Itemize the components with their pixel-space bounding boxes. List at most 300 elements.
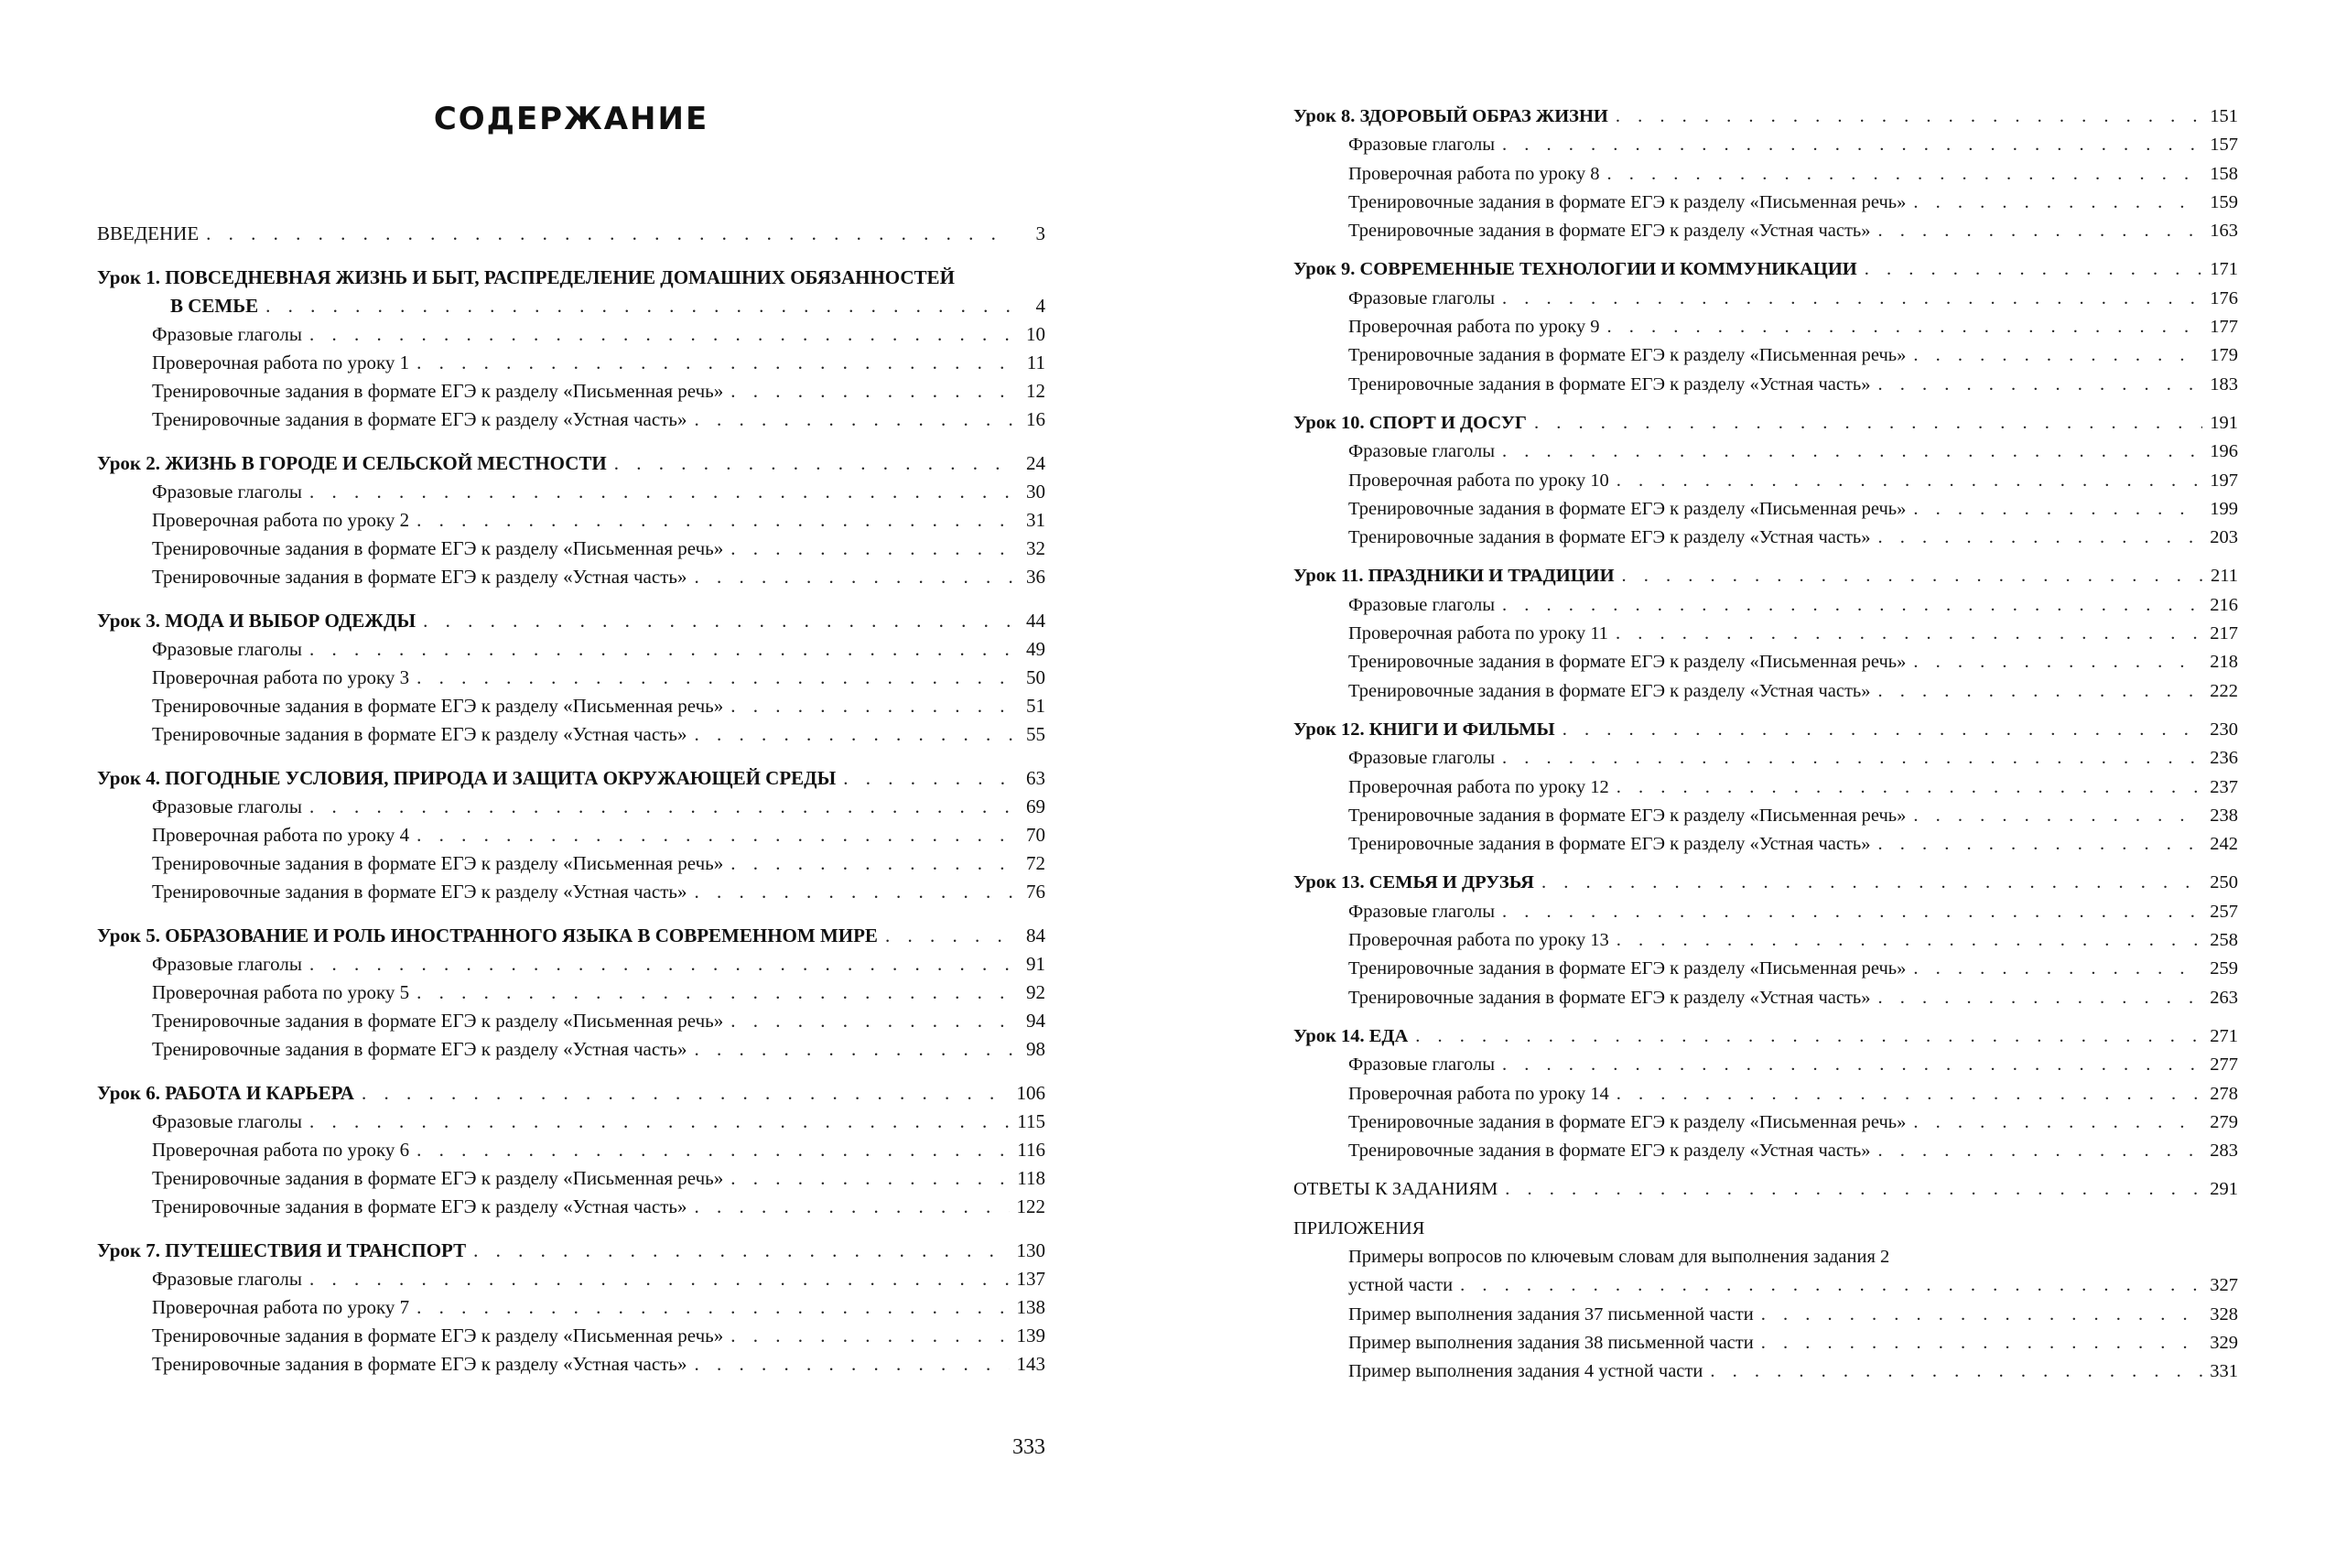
leader-dots: [309, 793, 1014, 821]
toc-sub-entry: [97, 478, 1045, 506]
toc-sub-entry: [1293, 1051, 2238, 1079]
leader-dots: [309, 478, 1014, 506]
toc-sub-entry: [97, 1293, 1045, 1322]
toc-sub-entry: [1293, 524, 2238, 552]
toc-entry-page: 331: [2210, 1361, 2238, 1382]
toc-sub-entry: [97, 664, 1045, 692]
toc-entry-page: 122: [1016, 1195, 1045, 1217]
toc-entry-label: Тренировочные задания в формате ЕГЭ к разделу «Письменная речь»: [152, 695, 724, 717]
leader-dots: [416, 821, 1014, 849]
toc-entry-label: Тренировочные задания в формате ЕГЭ к разделу «Устная часть»: [152, 1038, 687, 1060]
toc-sub-entry: [1293, 1243, 2238, 1271]
toc-entry-label: Тренировочные задания в формате ЕГЭ к разделу «Устная часть»: [1348, 1141, 1871, 1162]
toc-entry-page: 30: [1026, 481, 1045, 503]
toc-entry-page: 10: [1026, 323, 1045, 345]
toc-entry-label: Проверочная работа по уроку 8: [1348, 163, 1600, 184]
toc-entry-page: 179: [2210, 345, 2238, 366]
toc-entry-page: 271: [2210, 1025, 2238, 1046]
leader-dots: [1534, 409, 2202, 438]
leader-dots: [1616, 620, 2202, 648]
toc-lesson-entry: [1293, 1022, 2238, 1051]
toc-entry-page: 36: [1026, 566, 1045, 588]
toc-entry-label: Урок 12. КНИГИ И ФИЛЬМЫ: [1293, 719, 1555, 740]
toc-sub-entry: [97, 793, 1045, 821]
toc-sub-entry: [1293, 285, 2238, 313]
toc-entry-page: 258: [2210, 930, 2238, 951]
toc-entry-page: 279: [2210, 1111, 2238, 1132]
toc-entry-label: Проверочная работа по уроку 2: [152, 509, 410, 531]
toc-entry-page: 115: [1017, 1110, 1045, 1132]
toc-sub-entry: [1293, 1301, 2238, 1329]
toc-entry-label: Фразовые глаголы: [1348, 441, 1496, 462]
leader-dots: [1913, 189, 2202, 217]
toc-entry-label: Тренировочные задания в формате ЕГЭ к разделу «Письменная речь»: [152, 1010, 724, 1032]
toc-entry-page: 158: [2210, 163, 2238, 184]
leader-dots: [730, 1007, 1014, 1035]
toc-lesson-entry: [1293, 869, 2238, 897]
leader-dots: [1502, 131, 2202, 159]
toc-entry-page: 242: [2210, 834, 2238, 855]
toc-entry-page: 72: [1026, 852, 1045, 874]
toc-entry-page: 50: [1026, 666, 1045, 688]
leader-dots: [730, 692, 1014, 720]
toc-entry-page: 44: [1026, 610, 1045, 632]
toc-lesson-entry: [1293, 103, 2238, 131]
leader-dots: [362, 1079, 1010, 1108]
toc-sub-entry: [97, 1108, 1045, 1136]
toc-sub-entry: [97, 1265, 1045, 1293]
toc-entry-page: 163: [2210, 221, 2238, 242]
toc-lesson-entry: [97, 922, 1045, 950]
toc-entry-label: Проверочная работа по уроку 4: [152, 824, 410, 846]
toc-heading: СОДЕРЖАНИЕ: [433, 101, 709, 137]
leader-dots: [694, 1193, 1009, 1221]
leader-dots: [730, 849, 1014, 878]
toc-sub-entry: [1293, 131, 2238, 159]
toc-entry-page: 283: [2210, 1141, 2238, 1162]
leader-dots: [730, 1322, 1009, 1350]
toc-sub-entry: [1293, 1080, 2238, 1108]
leader-dots: [1606, 313, 2202, 341]
leader-dots: [1541, 869, 2202, 897]
toc-sub-entry: [1293, 830, 2238, 859]
toc-lesson-entry: [97, 1237, 1045, 1265]
toc-entry-label-cont: В СЕМЬЕ: [170, 295, 259, 317]
toc-entry-label: ПРИЛОЖЕНИЯ: [1293, 1217, 1425, 1238]
toc-entry-label: Фразовые глаголы: [152, 638, 302, 660]
leader-dots: [1617, 1080, 2203, 1108]
leader-dots: [265, 292, 1014, 320]
toc-entry-label: Урок 11. ПРАЗДНИКИ И ТРАДИЦИИ: [1293, 566, 1615, 587]
toc-entry-label: Проверочная работа по уроку 6: [152, 1139, 410, 1161]
toc-entry-label: Проверочная работа по уроку 7: [152, 1296, 410, 1318]
toc-entry-page: 196: [2210, 441, 2238, 462]
leader-dots: [1878, 371, 2203, 399]
toc-entry-page: 197: [2210, 470, 2238, 491]
leader-dots: [416, 349, 1014, 377]
toc-entry-page: 328: [2210, 1303, 2238, 1325]
toc-sub-entry: [1293, 313, 2238, 341]
toc-entry-page: 217: [2210, 623, 2238, 644]
toc-entry-label: Проверочная работа по уроку 5: [152, 981, 410, 1003]
toc-entry-page: 218: [2210, 652, 2238, 673]
toc-entry-label: Тренировочные задания в формате ЕГЭ к разделу «Письменная речь»: [152, 380, 724, 402]
toc-entry-page: 11: [1026, 351, 1045, 373]
leader-dots: [694, 878, 1014, 906]
toc-entry-page: 157: [2210, 135, 2238, 156]
toc-list-right: [1293, 103, 2238, 1386]
toc-entry-page: 118: [1017, 1167, 1045, 1189]
toc-top-entry: [97, 220, 1045, 248]
toc-sub-entry: [97, 535, 1045, 563]
leader-dots: [309, 950, 1014, 979]
toc-entry-continuation: [97, 292, 1045, 320]
toc-sub-entry: [1293, 926, 2238, 955]
toc-sub-entry: [97, 720, 1045, 749]
leader-dots: [1865, 255, 2203, 284]
toc-entry-page: 84: [1026, 925, 1045, 946]
leader-dots: [1415, 1022, 2202, 1051]
toc-entry-page: 177: [2210, 317, 2238, 338]
toc-entry-label: Проверочная работа по уроку 14: [1348, 1083, 1609, 1104]
toc-entry-page: 55: [1026, 723, 1045, 745]
toc-lesson-entry: [97, 764, 1045, 793]
leader-dots: [694, 1350, 1009, 1379]
leader-dots: [1761, 1329, 2203, 1357]
toc-entry-label: Проверочная работа по уроку 1: [152, 351, 410, 373]
leader-dots: [1616, 103, 2202, 131]
toc-sub-entry: [1293, 984, 2238, 1012]
toc-entry-page: 238: [2210, 805, 2238, 826]
leader-dots: [1460, 1271, 2202, 1300]
toc-entry-page: 31: [1026, 509, 1045, 531]
toc-sub-entry: [1293, 371, 2238, 399]
toc-entry-label: Проверочная работа по уроку 10: [1348, 470, 1609, 491]
toc-entry-label: Урок 1. ПОВСЕДНЕВНАЯ ЖИЗНЬ И БЫТ, РАСПРЕДЕЛЕНИЕ ДОМАШНИХ ОБЯЗАННОСТЕЙ: [97, 266, 955, 288]
toc-sub-entry: [97, 406, 1045, 434]
toc-sub-entry: [1293, 495, 2238, 524]
leader-dots: [730, 1164, 1010, 1193]
toc-entry-label: Тренировочные задания в формате ЕГЭ к разделу «Устная часть»: [152, 1195, 687, 1217]
toc-sub-entry: [1293, 744, 2238, 773]
toc-sub-entry: [97, 849, 1045, 878]
toc-entry-page: 139: [1016, 1325, 1045, 1346]
toc-entry-page: 91: [1026, 953, 1045, 975]
leader-dots: [1878, 830, 2203, 859]
toc-entry-page: 12: [1026, 380, 1045, 402]
toc-entry-page: 69: [1026, 795, 1045, 817]
toc-entry-label: Урок 8. ЗДОРОВЫЙ ОБРАЗ ЖИЗНИ: [1293, 106, 1608, 126]
toc-entry-label: Пример выполнения задания 38 письменной части: [1348, 1332, 1754, 1353]
toc-entry-page: 116: [1017, 1139, 1045, 1161]
leader-dots: [1622, 562, 2203, 590]
toc-entry-label: ВВЕДЕНИЕ: [97, 222, 200, 244]
toc-entry-label: Тренировочные задания в формате ЕГЭ к разделу «Устная часть»: [1348, 221, 1871, 242]
toc-entry-label: Фразовые глаголы: [152, 1268, 302, 1290]
toc-sub-entry: [1293, 898, 2238, 926]
toc-sub-entry: [1293, 677, 2238, 706]
toc-entry-page: 130: [1016, 1239, 1045, 1261]
leader-dots: [309, 1108, 1010, 1136]
toc-entry-page: 49: [1026, 638, 1045, 660]
toc-entry-page: 191: [2210, 412, 2238, 433]
toc-entry-label: Урок 4. ПОГОДНЫЕ УСЛОВИЯ, ПРИРОДА И ЗАЩИТА ОКРУЖАЮЩЕЙ СРЕДЫ: [97, 767, 837, 789]
toc-entry-page: 291: [2210, 1179, 2238, 1200]
toc-sub-entry: [1293, 189, 2238, 217]
toc-entry-page: 92: [1026, 981, 1045, 1003]
toc-sub-entry: [97, 1322, 1045, 1350]
toc-entry-label: Тренировочные задания в формате ЕГЭ к разделу «Устная часть»: [152, 723, 687, 745]
toc-entry-label: Урок 2. ЖИЗНЬ В ГОРОДЕ И СЕЛЬСКОЙ МЕСТНОСТИ: [97, 452, 607, 474]
toc-entry-label: Фразовые глаголы: [1348, 1054, 1496, 1076]
leader-dots: [1502, 898, 2202, 926]
toc-sub-entry: [97, 349, 1045, 377]
leader-dots: [309, 320, 1014, 349]
toc-sub-entry: [1293, 955, 2238, 983]
toc-sub-entry: [1293, 467, 2238, 495]
toc-sub-entry: [1293, 1108, 2238, 1137]
toc-sub-entry: [1293, 620, 2238, 648]
toc-entry-label: Проверочная работа по уроку 3: [152, 666, 410, 688]
toc-entry-page: 183: [2210, 373, 2238, 395]
leader-dots: [1502, 744, 2202, 773]
toc-sub-entry: [97, 1193, 1045, 1221]
toc-entry-page: 277: [2210, 1054, 2238, 1076]
toc-entry-label: Фразовые глаголы: [152, 795, 302, 817]
toc-sub-entry: [97, 878, 1045, 906]
toc-entry-page: 250: [2210, 872, 2238, 893]
toc-entry-page: 216: [2210, 594, 2238, 615]
leader-dots: [1606, 160, 2202, 189]
toc-sub-entry: [97, 506, 1045, 535]
toc-entry-label: Тренировочные задания в формате ЕГЭ к разделу «Устная часть»: [152, 408, 687, 430]
toc-entry-page: 159: [2210, 191, 2238, 212]
leader-dots: [694, 406, 1014, 434]
toc-sub-entry: [97, 1136, 1045, 1164]
toc-sub-entry: [97, 1007, 1045, 1035]
page-number: 333: [1012, 1435, 1045, 1459]
toc-entry-label: Тренировочные задания в формате ЕГЭ к разделу «Устная часть»: [152, 1353, 687, 1375]
toc-entry-page: 143: [1016, 1353, 1045, 1375]
leader-dots: [416, 506, 1014, 535]
leader-dots: [843, 764, 1014, 793]
leader-dots: [416, 664, 1014, 692]
toc-entry-page: 98: [1026, 1038, 1045, 1060]
toc-entry-page: 151: [2210, 106, 2238, 126]
toc-sub-entry: [1293, 1137, 2238, 1165]
toc-sub-entry: [97, 1035, 1045, 1064]
leader-dots: [694, 563, 1014, 591]
toc-entry-label: ОТВЕТЫ К ЗАДАНИЯМ: [1293, 1179, 1498, 1200]
toc-sub-entry: [97, 377, 1045, 406]
toc-entry-label: Примеры вопросов по ключевым словам для выполнения задания 2: [1348, 1246, 1890, 1267]
toc-entry-label: Пример выполнения задания 4 устной части: [1348, 1361, 1703, 1382]
toc-entry-page: 106: [1016, 1082, 1045, 1104]
toc-entry-label: Тренировочные задания в формате ЕГЭ к разделу «Письменная речь»: [1348, 805, 1907, 826]
toc-sub-entry: [97, 821, 1045, 849]
leader-dots: [206, 220, 1014, 248]
toc-entry-page: 176: [2210, 287, 2238, 308]
leader-dots: [694, 720, 1014, 749]
leader-dots: [1878, 524, 2203, 552]
toc-entry-label: Фразовые глаголы: [152, 953, 302, 975]
leader-dots: [416, 1293, 1009, 1322]
toc-entry-label: Тренировочные задания в формате ЕГЭ к разделу «Письменная речь»: [1348, 345, 1907, 366]
toc-entry-page: 199: [2210, 498, 2238, 519]
toc-entry-label: Тренировочные задания в формате ЕГЭ к разделу «Устная часть»: [152, 566, 687, 588]
toc-entry-label: Тренировочные задания в формате ЕГЭ к разделу «Устная часть»: [1348, 527, 1871, 548]
toc-entry-page: 236: [2210, 748, 2238, 769]
toc-lesson-entry: [97, 264, 1045, 292]
toc-entry-label: Проверочная работа по уроку 9: [1348, 317, 1600, 338]
toc-entry-page: 63: [1026, 767, 1045, 789]
toc-sub-entry: [1293, 217, 2238, 245]
toc-entry-label: Урок 10. СПОРТ И ДОСУГ: [1293, 412, 1527, 433]
leader-dots: [1502, 1051, 2202, 1079]
toc-sub-entry: [1293, 773, 2238, 802]
toc-entry-label: Тренировочные задания в формате ЕГЭ к разделу «Устная часть»: [1348, 373, 1871, 395]
toc-entry-page: 237: [2210, 776, 2238, 797]
toc-lesson-entry: [1293, 716, 2238, 744]
toc-entry-label: Тренировочные задания в формате ЕГЭ к разделу «Письменная речь»: [1348, 958, 1907, 979]
leader-dots: [1761, 1301, 2203, 1329]
toc-entry-label: Тренировочные задания в формате ЕГЭ к разделу «Устная часть»: [1348, 680, 1871, 701]
toc-entry-label: Фразовые глаголы: [1348, 901, 1496, 922]
leader-dots: [1505, 1175, 2202, 1204]
leader-dots: [1878, 1137, 2203, 1165]
toc-entry-page: 327: [2210, 1275, 2238, 1296]
toc-sub-entry: [1293, 341, 2238, 370]
leader-dots: [1563, 716, 2203, 744]
toc-entry-label: Фразовые глаголы: [152, 323, 302, 345]
toc-entry-label: Тренировочные задания в формате ЕГЭ к разделу «Письменная речь»: [1348, 498, 1907, 519]
leader-dots: [1617, 467, 2203, 495]
toc-entry-label: Проверочная работа по уроку 11: [1348, 623, 1608, 644]
toc-entry-page: 51: [1026, 695, 1045, 717]
toc-entry-label: Фразовые глаголы: [152, 1110, 302, 1132]
toc-entry-page: 211: [2211, 566, 2238, 587]
leader-dots: [473, 1237, 1009, 1265]
toc-sub-entry: [1293, 648, 2238, 676]
toc-entry-label: Урок 14. ЕДА: [1293, 1025, 1409, 1046]
toc-entry-page: 138: [1016, 1296, 1045, 1318]
toc-lesson-entry: [97, 607, 1045, 635]
toc-lesson-entry: [1293, 562, 2238, 590]
leader-dots: [1913, 648, 2202, 676]
leader-dots: [694, 1035, 1014, 1064]
toc-entry-continuation: [1293, 1271, 2238, 1300]
toc-entry-page: 278: [2210, 1083, 2238, 1104]
leader-dots: [416, 1136, 1010, 1164]
toc-entry-label: Тренировочные задания в формате ЕГЭ к разделу «Устная часть»: [1348, 987, 1871, 1008]
toc-entry-label: Тренировочные задания в формате ЕГЭ к разделу «Письменная речь»: [1348, 191, 1907, 212]
toc-entry-page: 137: [1016, 1268, 1045, 1290]
toc-entry-page: 329: [2210, 1332, 2238, 1353]
toc-lesson-entry: [97, 1079, 1045, 1108]
leader-dots: [309, 635, 1014, 664]
toc-sub-entry: [1293, 160, 2238, 189]
toc-entry-label: Урок 7. ПУТЕШЕСТВИЯ И ТРАНСПОРТ: [97, 1239, 467, 1261]
toc-entry-page: 4: [1035, 295, 1045, 317]
leader-dots: [416, 979, 1014, 1007]
toc-sub-entry: [97, 950, 1045, 979]
leader-dots: [1878, 677, 2203, 706]
toc-entry-label: Пример выполнения задания 37 письменной части: [1348, 1303, 1754, 1325]
toc-entry-page: 222: [2210, 680, 2238, 701]
leader-dots: [1878, 984, 2203, 1012]
toc-entry-label: Фразовые глаголы: [1348, 594, 1496, 615]
toc-entry-label: Урок 9. СОВРЕМЕННЫЕ ТЕХНОЛОГИИ И КОММУНИКАЦИИ: [1293, 259, 1857, 280]
toc-entry-label: Урок 6. РАБОТА И КАРЬЕРА: [97, 1082, 354, 1104]
toc-entry-page: 259: [2210, 958, 2238, 979]
leader-dots: [1617, 926, 2203, 955]
toc-top-entry: [1293, 1175, 2238, 1204]
leader-dots: [730, 377, 1014, 406]
toc-entry-page: 171: [2210, 259, 2238, 280]
toc-entry-page: 3: [1035, 222, 1045, 244]
leader-dots: [614, 449, 1014, 478]
toc-entry-label: Фразовые глаголы: [1348, 135, 1496, 156]
toc-entry-label: Проверочная работа по уроку 13: [1348, 930, 1609, 951]
toc-entry-label: Тренировочные задания в формате ЕГЭ к разделу «Письменная речь»: [152, 1325, 724, 1346]
leader-dots: [1913, 802, 2202, 830]
leader-dots: [1913, 341, 2202, 370]
leader-dots: [1502, 285, 2202, 313]
toc-entry-label: Тренировочные задания в формате ЕГЭ к разделу «Устная часть»: [1348, 834, 1871, 855]
toc-sub-entry: [97, 1350, 1045, 1379]
toc-lesson-entry: [1293, 255, 2238, 284]
toc-entry-page: 76: [1026, 881, 1045, 903]
leader-dots: [1913, 1108, 2202, 1137]
leader-dots: [309, 1265, 1010, 1293]
leader-dots: [885, 922, 1014, 950]
toc-entry-label: Урок 5. ОБРАЗОВАНИЕ И РОЛЬ ИНОСТРАННОГО ЯЗЫКА В СОВРЕМЕННОМ МИРЕ: [97, 925, 878, 946]
toc-entry-label: Тренировочные задания в формате ЕГЭ к разделу «Устная часть»: [152, 881, 687, 903]
toc-entry-label: Проверочная работа по уроку 12: [1348, 776, 1609, 797]
toc-sub-entry: [97, 692, 1045, 720]
toc-entry-label: Фразовые глаголы: [152, 481, 302, 503]
toc-entry-label: Фразовые глаголы: [1348, 748, 1496, 769]
toc-entry-page: 16: [1026, 408, 1045, 430]
toc-entry-label: Урок 3. МОДА И ВЫБОР ОДЕЖДЫ: [97, 610, 416, 632]
leader-dots: [1913, 955, 2202, 983]
toc-entry-page: 230: [2210, 719, 2238, 740]
toc-entry-label-cont: устной части: [1348, 1275, 1454, 1296]
toc-list-left: [97, 220, 1045, 1379]
toc-sub-entry: [97, 979, 1045, 1007]
toc-sub-entry: [1293, 438, 2238, 466]
toc-entry-label: Тренировочные задания в формате ЕГЭ к разделу «Письменная речь»: [152, 852, 724, 874]
toc-sub-entry: [97, 563, 1045, 591]
leader-dots: [1913, 495, 2202, 524]
toc-entry-page: 94: [1026, 1010, 1045, 1032]
toc-entry-page: 263: [2210, 987, 2238, 1008]
toc-lesson-entry: [1293, 409, 2238, 438]
leader-dots: [1502, 591, 2202, 620]
toc-entry-label: Урок 13. СЕМЬЯ И ДРУЗЬЯ: [1293, 872, 1534, 893]
toc-entry-page: 32: [1026, 537, 1045, 559]
toc-entry-label: Тренировочные задания в формате ЕГЭ к разделу «Письменная речь»: [1348, 1111, 1907, 1132]
toc-sub-entry: [1293, 591, 2238, 620]
toc-section-header: [1293, 1215, 2238, 1243]
toc-entry-page: 257: [2210, 901, 2238, 922]
toc-entry-label: Тренировочные задания в формате ЕГЭ к разделу «Письменная речь»: [152, 537, 724, 559]
toc-entry-label: Фразовые глаголы: [1348, 287, 1496, 308]
toc-entry-label: Тренировочные задания в формате ЕГЭ к разделу «Письменная речь»: [1348, 652, 1907, 673]
toc-entry-page: 203: [2210, 527, 2238, 548]
toc-sub-entry: [97, 320, 1045, 349]
leader-dots: [1878, 217, 2203, 245]
